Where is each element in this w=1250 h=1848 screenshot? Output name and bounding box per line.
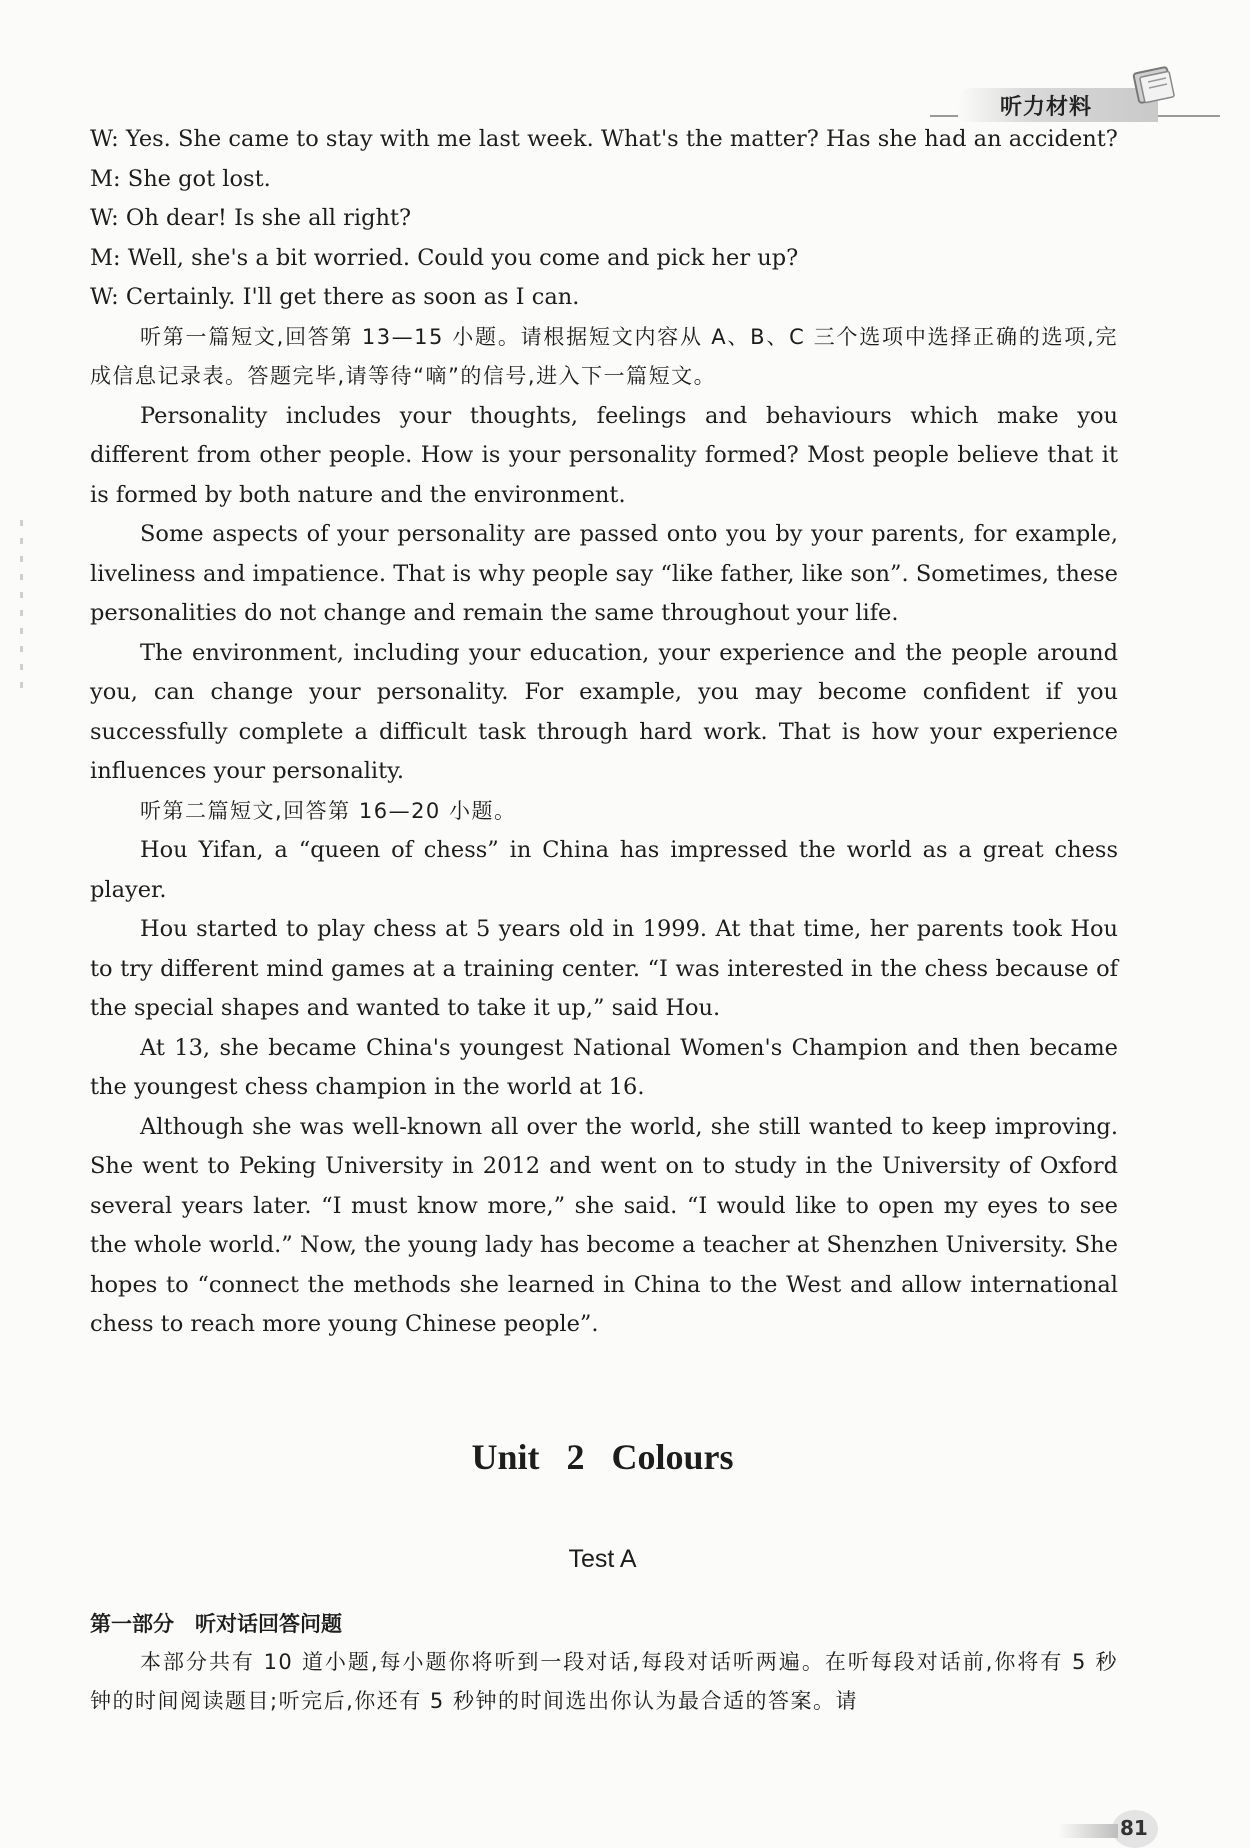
dialogue-line: W: Yes. She came to stay with me last week. What's the matter? Has she had an accident? xyxy=(90,126,1118,152)
passage-2-paragraph: At 13, she became China's youngest National Women's Champion and then became the youngest chess champion in the world at 16. xyxy=(90,1034,1118,1100)
passage-1-paragraph: The environment, including your education, your experience and the people around you, can change your personality. For example, you may become confident if you successfully complete a difficult task through hard work. That is how your experience influences your personality. xyxy=(90,639,1118,784)
binding-marks xyxy=(20,520,23,700)
instruction-passage-1: 听第一篇短文,回答第 13—15 小题。请根据短文内容从 A、B、C 三个选项中选择正确的选项,完成信息记录表。答题完毕,请等待“嘀”的信号,进入下一篇短文。 xyxy=(90,324,1118,388)
page-number-bar xyxy=(1058,1824,1118,1838)
page-number: 81 xyxy=(1120,1816,1148,1840)
passage-1-paragraph: Some aspects of your personality are passed onto you by your parents, for example, liveliness and impatience. That is why people say “like father, like son”. Sometimes, these personalities do not change and remain the same throughout your life. xyxy=(90,521,1118,626)
section-instructions: 本部分共有 10 道小题,每小题你将听到一段对话,每段对话听两遍。在听每段对话前,你将有 5 秒钟的时间阅读题目;听完后,你还有 5 秒钟的时间选出你认为最合适的答案。请 xyxy=(90,1650,1118,1713)
test-title: Test A xyxy=(568,1545,637,1573)
notebook-icon xyxy=(1130,60,1182,108)
header-title: 听力材料 xyxy=(1000,95,1093,120)
dialogue-line: W: Certainly. I'll get there as soon as I can. xyxy=(90,284,580,310)
passage-1-paragraph: Personality includes your thoughts, feelings and behaviours which make you different from other people. How is your personality formed? Most people believe that it is formed by both nature and the environment. xyxy=(90,402,1118,508)
section-heading: 第一部分 听对话回答问题 xyxy=(90,1612,342,1636)
passage-2-paragraph: Hou Yifan, a “queen of chess” in China has impressed the world as a great chess player. xyxy=(90,837,1118,903)
passage-2-paragraph: Although she was well-known all over the world, she still wanted to keep improving. She went to Peking University in 2012 and went on to study in the University of Oxford several years later. “I must know more,” she said. “I would like to open my eyes to see the whole world.” Now, the young lady has become a teacher at Shenzhen University. She hopes to “connect the methods she learned in China to the West and allow international chess to reach more young Chinese people”. xyxy=(90,1113,1118,1337)
dialogue-line: W: Oh dear! Is she all right? xyxy=(90,205,412,231)
instruction-passage-2: 听第二篇短文,回答第 16—20 小题。 xyxy=(140,798,517,823)
unit-title: Unit 2 Colours xyxy=(471,1437,734,1477)
passage-2-paragraph: Hou started to play chess at 5 years old in 1999. At that time, her parents took Hou to try different mind games at a training center. “I was interested in the chess because of the special shapes and wanted to take it up,” said Hou. xyxy=(90,916,1118,1021)
dialogue-line: M: Well, she's a bit worried. Could you come and pick her up? xyxy=(90,244,799,271)
dialogue-line: M: She got lost. xyxy=(90,165,271,192)
page-body xyxy=(90,120,1118,1345)
